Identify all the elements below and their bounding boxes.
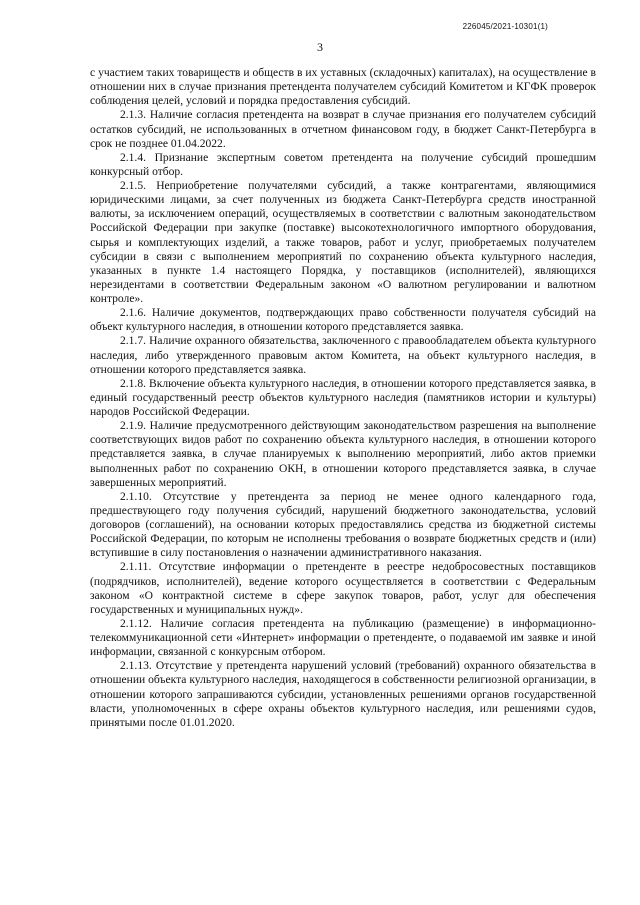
paragraph-2-1-10: 2.1.10. Отсутствие у претендента за период не менее одного календарного года, предшествующего году получения субсидий, нарушений бюджетного законодательства, условий договоров (соглашений), на основании которых предоставлялись средства из бюджетной системы Российской Федерации, по которым не исполнены требования о возврате бюджетных средств и (или) вступившие в силу постановления о назначении административного наказания. <box>90 490 596 560</box>
paragraph-2-1-9: 2.1.9. Наличие предусмотренного действующим законодательством разрешения на выполнение соответствующих видов работ по сохранению объекта культурного наследия, в отношении которого представляется заявка, в случае планируемых к выполнению мероприятий, либо актов приемки выполненных работ по сохранению ОКН, в отношении которого представляется заявка, в случае завершенных мероприятий. <box>90 420 596 489</box>
document-body <box>90 66 596 730</box>
paragraph-2-1-13: 2.1.13. Отсутствие у претендента нарушений условий (требований) охранного обязательства в отношении объекта культурного наследия, находящегося в собственности религиозной организации, в отношении которого запрашиваются субсидии, установленных решениями органов государственной власти, уполномоченных в сфере охраны объектов культурного наследия, или решениями судов, принятыми после 01.01.2020. <box>90 660 596 729</box>
paragraph-2-1-8: 2.1.8. Включение объекта культурного наследия, в отношении которого представляется заявка, в единый государственный реестр объектов культурного наследия (памятников истории и культуры) народов Российской Федерации. <box>90 377 596 418</box>
paragraph-2-1-7: 2.1.7. Наличие охранного обязательства, заключенного с правообладателем объекта культурного наследия, либо утвержденного правовым актом Комитета, на объект культурного наследия, в отношении которого представляется заявка. <box>90 335 596 376</box>
paragraph-2-1-12: 2.1.12. Наличие согласия претендента на публикацию (размещение) в информационно-телекоммуникационной сети «Интернет» информации о претенденте, о подаваемой им заявке и иной информации, связанной с конкурсным отбором. <box>90 617 596 659</box>
paragraph-2-1-11: 2.1.11. Отсутствие информации о претенденте в реестре недобросовестных поставщиков (подрядчиков, исполнителей), ведение которого осуществляется в соответствии с Федеральным законом «О контрактной системе в сфере закупок товаров, работ, услуг для обеспечения государственных и муниципальных нужд». <box>90 561 596 616</box>
paragraph-2-1-6: 2.1.6. Наличие документов, подтверждающих право собственности получателя субсидий на объект культурного наследия, в отношении которого представляется заявка. <box>90 307 596 334</box>
paragraph-2-1-5: 2.1.5. Неприобретение получателями субсидий, а также контрагентами, являющимися юридическими лицами, за счет полученных из бюджета Санкт-Петербурга средств иностранной валюты, за исключением операций, осуществляемых в соответствии с валютным законодательством Российской Федерации при закупке (поставке) высокотехнологичного импортного оборудования, сырья и комплектующих изделий, а также товаров, работ и услуг, приобретаемых получателем субсидии в связи с выполнением мероприятий по сохранению объекта культурного наследия, указанных в пункте 1.4 настоящего Порядка, у поставщиков (исполнителей), являющихся нерезидентами в соответствии Федеральным законом «О валютном регулировании и валютном контроле». <box>90 180 596 305</box>
page-number: 3 <box>317 40 323 54</box>
paragraph-continuation: с участием таких товариществ и обществ в их уставных (складочных) капиталах), на осуществление в отношении них в случае признания претендента получателем субсидий Комитетом и КГФК проверок соблюдения целей, условий и порядка предоставления субсидий. <box>90 67 596 108</box>
document-id: 226045/2021-10301(1) <box>462 22 548 31</box>
paragraph-2-1-4: 2.1.4. Признание экспертным советом претендента на получение субсидий прошедшим конкурсный отбор. <box>90 151 596 178</box>
paragraph-2-1-3: 2.1.3. Наличие согласия претендента на возврат в случае признания его получателем субсидий остатков субсидий, не использованных в отчетном финансовом году, в бюджет Санкт-Петербурга в срок не позднее 01.04.2022. <box>90 109 596 150</box>
